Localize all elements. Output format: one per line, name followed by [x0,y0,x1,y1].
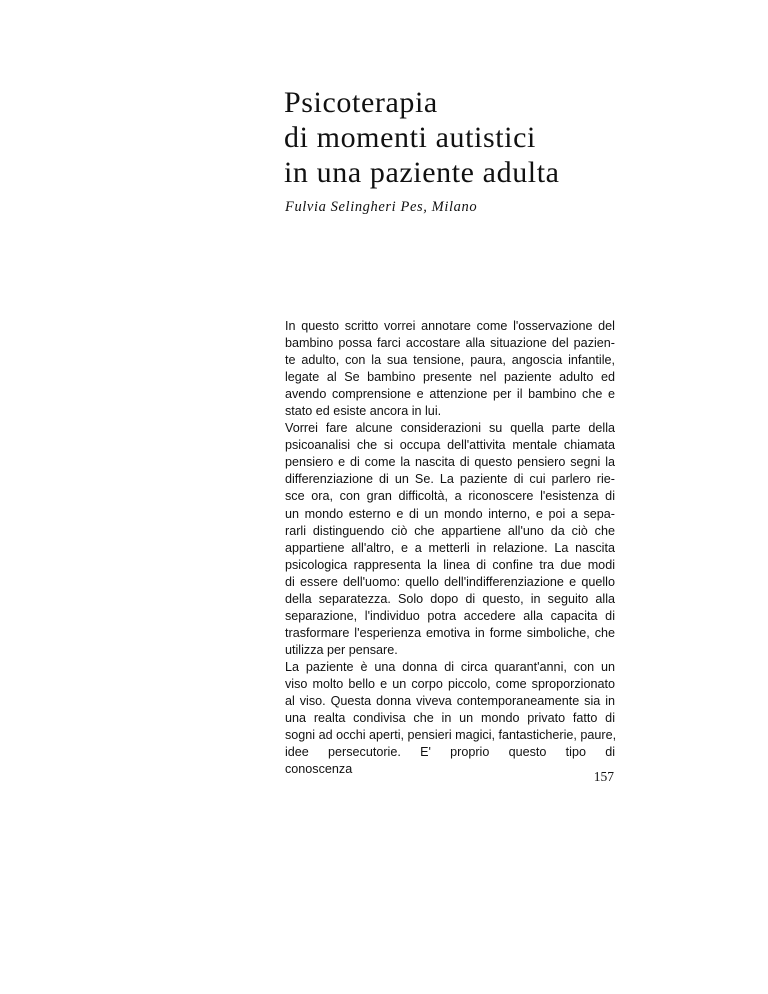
article-body [285,318,615,778]
body-line: te adulto, con la sua tensione, paura, angoscia infantile, [285,353,615,368]
body-line: stato ed esiste ancora in lui. [285,404,442,419]
body-line: trasformare l'esperienza emotiva in forme simboliche, che [285,625,615,640]
body-line: appartiene all'altro, e a metterli in relazione. La nascita [285,540,615,555]
body-line: viso molto bello e un corpo piccolo, come sproporzionato [285,676,615,691]
page-number: 157 [593,769,614,784]
body-line: un mondo esterno e di un mondo interno, e poi a sepa- [285,506,615,521]
body-line: avendo comprensione e attenzione per il bambino che e [285,387,615,402]
body-line: della separatezza. Solo dopo di questo, in seguito alla [285,591,615,606]
body-line: bambino possa farci accostare alla situazione del pazien- [285,336,615,351]
title-line: Psicoterapia [284,86,438,119]
body-line: una realta condivisa che in un mondo privato fatto di [285,711,615,726]
body-line: idee persecutorie. E' proprio questo tipo di [285,745,615,760]
body-line: psicoanalisi che si occupa dell'attivita mentale chiamata [285,438,615,453]
body-line: In questo scritto vorrei annotare come l'osservazione del [285,319,615,333]
body-line: Vorrei fare alcune considerazioni su quella parte della [285,421,615,436]
body-line: utilizza per pensare. [285,642,398,657]
body-line: pensiero e di come la nascita di questo pensiero segni la [285,455,615,470]
body-line: rarli distinguendo ciò che appartiene all'uno da ciò che [285,523,615,538]
title-line: di momenti autistici [284,121,536,154]
body-line: di essere dell'uomo: quello dell'indifferenziazione e quello [285,574,615,589]
body-line: conoscenza [285,762,353,777]
title-line: in una paziente adulta [284,156,560,189]
body-line: legate al Se bambino presente nel paziente adulto ed [285,370,615,385]
body-line: al viso. Questa donna viveva contemporaneamente sia in [285,694,615,709]
body-line: differenziazione di un Se. La paziente di cui parlero rie- [285,472,615,487]
body-line: psicologica rappresenta la linea di confine tra due modi [285,557,615,572]
author-byline: Fulvia Selingheri Pes, Milano [285,199,478,215]
body-line: La paziente è una donna di circa quarant'anni, con un [285,659,615,674]
article-title [284,85,664,190]
body-line: separazione, l'individuo potra accedere alla capacita di [285,608,615,623]
body-line: sogni ad occhi aperti, pensieri magici, fantasticherie, paure, [285,728,617,743]
body-line: sce ora, con gran difficoltà, a riconoscere l'esistenza di [285,489,615,504]
